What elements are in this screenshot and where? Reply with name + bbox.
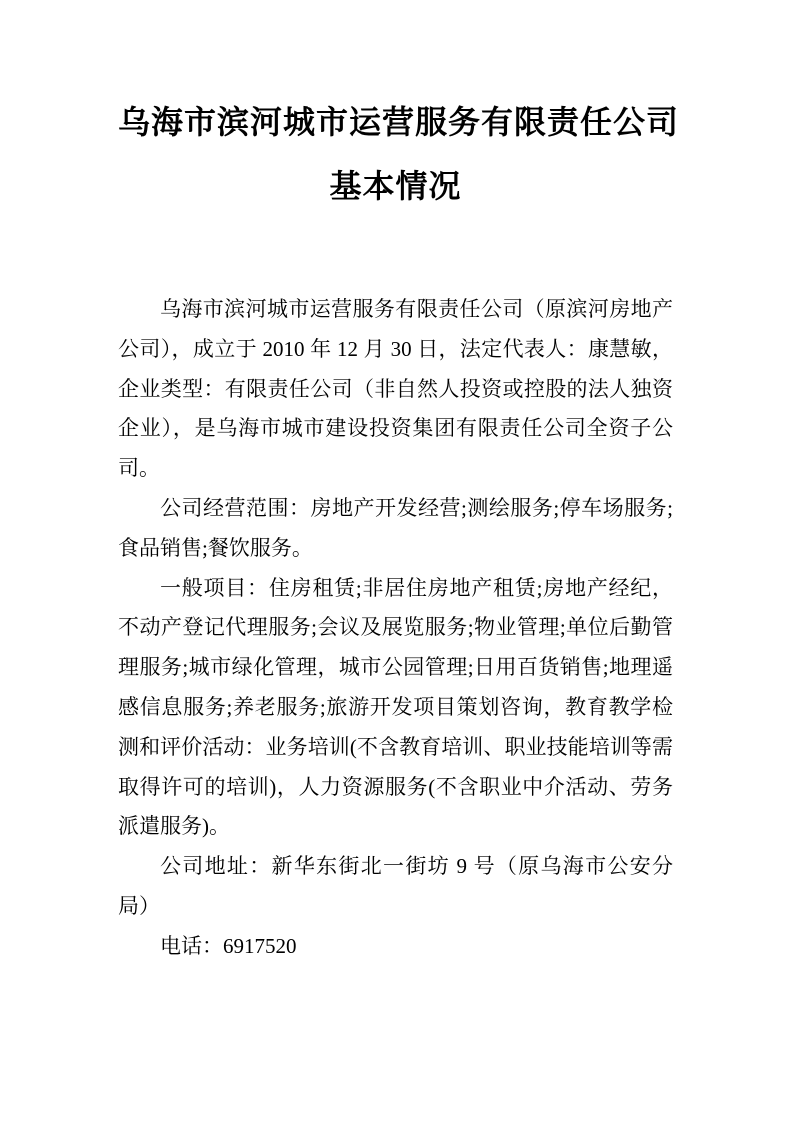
paragraph-company-overview: 乌海市滨河城市运营服务有限责任公司（原滨河房地产公司），成立于 2010 年 12 月 30 日，法定代表人：康慧敏，企业类型：有限责任公司（非自然人投资或控股的法人独资企业），是乌海市城市建设投资集团有限责任公司全资子公司。 [118, 297, 673, 481]
paragraph-company-address: 公司地址：新华东街北一街坊 9 号（原乌海市公安分局） [118, 854, 673, 918]
paragraph-general-projects: 一般项目：住房租赁;非居住房地产租赁;房地产经纪，不动产登记代理服务;会议及展览服务;物业管理;单位后勤管理服务;城市绿化管理，城市公园管理;日用百货销售;地理遥感信息服务;养老服务;旅游开发项目策划咨询，教育教学检测和评价活动：业务培训(不含教育培训、职业技能培训等需取得许可的培训)，人力资源服务(不含职业中介活动、劳务派遣服务)。 [118, 575, 673, 839]
document-title: 乌海市滨河城市运营服务有限责任公司 [118, 104, 680, 140]
paragraph-phone-number: 电话：6917520 [160, 933, 297, 958]
document-body [118, 290, 673, 967]
document-subtitle: 基本情况 [329, 168, 462, 204]
paragraph-business-scope: 公司经营范围：房地产开发经营;测绘服务;停车场服务;食品销售;餐饮服务。 [118, 495, 673, 560]
